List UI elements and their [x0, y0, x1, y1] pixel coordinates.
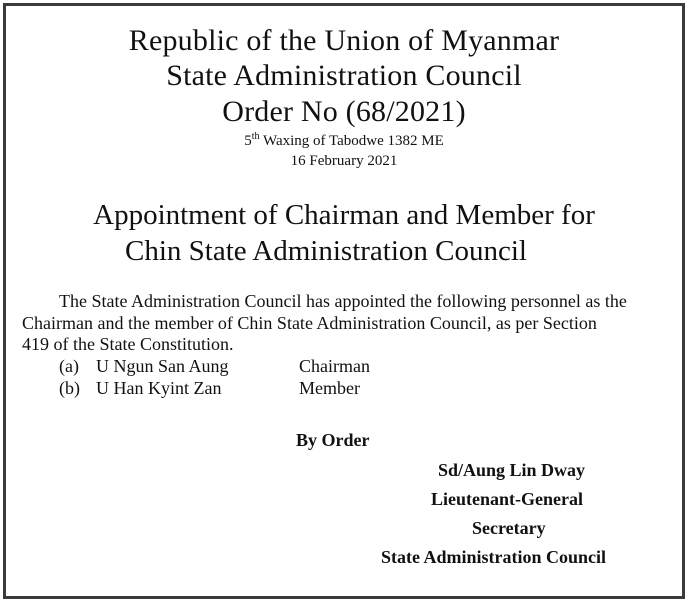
body-line-3: 419 of the State Constitution. [22, 334, 234, 354]
appointment-name-b: U Han Kyint Zan [96, 378, 222, 398]
document-frame [3, 3, 685, 599]
appointment-label-b: (b) [59, 378, 80, 398]
signatory-organization: State Administration Council [381, 547, 607, 567]
signatory-rank: Lieutenant-General [431, 489, 583, 509]
appointment-label-a: (a) [59, 356, 79, 376]
signatory-position: Secretary [472, 518, 546, 538]
by-order: By Order [296, 430, 370, 450]
appointment-role-a: Chairman [299, 356, 370, 376]
header-council: State Administration Council [166, 59, 522, 92]
header-country: Republic of the Union of Myanmar [128, 24, 560, 57]
title-line-1: Appointment of Chairman and Member for [93, 199, 595, 231]
signatory-name: Sd/Aung Lin Dway [438, 460, 586, 480]
body-line-1: The State Administration Council has appointed the following personnel as the [59, 291, 627, 311]
appointment-role-b: Member [299, 378, 360, 398]
date-myanmar: 5th Waxing of Tabodwe 1382 ME [244, 131, 444, 149]
order-number: Order No (68/2021) [222, 95, 466, 128]
date-gregorian: 16 February 2021 [290, 153, 398, 169]
appointment-name-a: U Ngun San Aung [96, 356, 229, 376]
title-line-2: Chin State Administration Council [125, 235, 527, 267]
body-line-2: Chairman and the member of Chin State Administration Council, as per Section [22, 313, 597, 333]
